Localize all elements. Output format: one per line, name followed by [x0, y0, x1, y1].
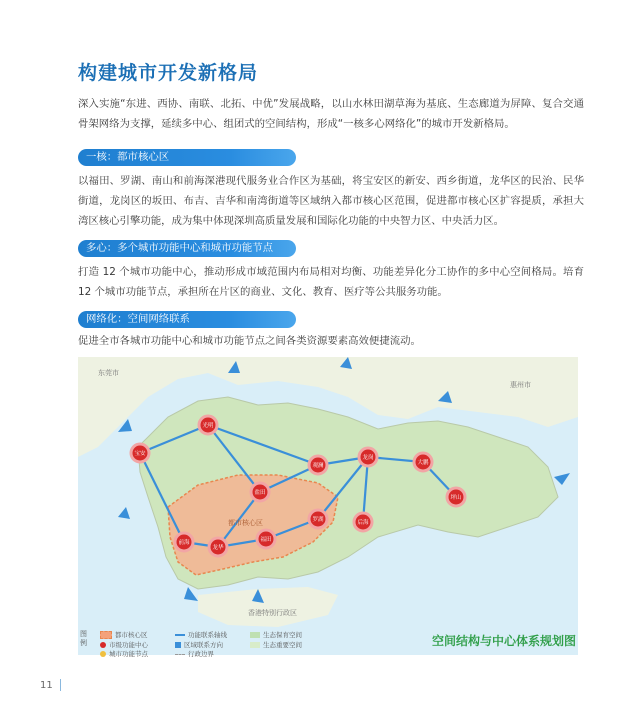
legend-swatch-axis [175, 634, 185, 636]
center-label: 宝安 [134, 451, 146, 457]
center-label: 观澜 [312, 463, 324, 469]
section-body-network: 促进全市各城市功能中心和城市功能节点之间各类资源要素高效便捷流动。 [78, 335, 421, 347]
legend-item: 区域联系方向 [175, 641, 223, 649]
legend-item: 生态重要空间 [250, 641, 302, 649]
place-label-huizhou: 惠州市 [510, 381, 531, 389]
map-caption: 空间结构与中心体系规划图 [432, 634, 577, 648]
legend-swatch-node [100, 651, 106, 657]
center-label: 坪山 [450, 495, 462, 501]
legend-item: 行政边界 [175, 650, 214, 658]
center-label: 后海 [357, 520, 369, 526]
legend-title: 图例 [80, 630, 87, 647]
section-heading-multi-center: 多心：多个城市功能中心和城市功能节点 [78, 240, 296, 257]
center-label: 大鹏 [417, 460, 429, 466]
center-label: 光明 [202, 423, 214, 429]
center-label: 前海 [178, 540, 190, 546]
legend-swatch-eco-important [250, 642, 260, 648]
page-number-divider [60, 679, 61, 691]
section-heading-core: 一核：都市核心区 [78, 149, 296, 166]
place-label-core: 都市核心区 [228, 519, 263, 527]
legend-item: 市级功能中心 [100, 641, 148, 649]
spatial-structure-map [78, 357, 578, 655]
legend-swatch-eco-protect [250, 632, 260, 638]
intro-paragraph: 深入实施“东进、西协、南联、北拓、中优”发展战略，以山水林田湖草海为基底、生态廊道为屏障、复合交通骨架网络为支撑，延续多中心、组团式的空间结构，形成“一核多心网络化”的城市开发新格局。 [78, 98, 584, 130]
legend-swatch-core [100, 631, 112, 639]
center-label: 盐田 [254, 490, 266, 496]
legend-item: 功能联系轴线 [175, 631, 227, 639]
section-body-multi-center: 打造 12 个城市功能中心，推动形成市域范围内布局相对均衡、功能差异化分工协作的多中心空间格局。培育 12 个城市功能节点，承担所在片区的商业、文化、教育、医疗等公共服务功能。 [78, 266, 584, 298]
place-label-dongguan: 东莞市 [98, 369, 119, 377]
page-title: 构建城市开发新格局 [78, 62, 259, 84]
legend-item: 城市功能节点 [100, 650, 148, 658]
page-number: 11 [40, 680, 53, 691]
legend-swatch-center [100, 642, 106, 648]
legend-item: 都市核心区 [100, 631, 148, 639]
center-label: 龙华 [212, 545, 224, 551]
section-body-core: 以福田、罗湖、南山和前海深港现代服务业合作区为基础，将宝安区的新安、西乡街道，龙华区的民治、民华街道，龙岗区的坂田、布吉、吉华和南湾街道等区域纳入都市核心区范围，促进都市核心区扩容提质，承担大湾区核心引擎功能，成为集中体现深圳高质量发展和国际化功能的中央智力区、中央活力区。 [78, 175, 584, 227]
legend-swatch-direction [175, 642, 181, 648]
center-label: 福田 [260, 537, 272, 543]
legend-item: 生态保育空间 [250, 631, 302, 639]
map-svg [78, 357, 578, 655]
center-label: 罗湖 [312, 517, 324, 523]
center-label: 龙岗 [362, 455, 374, 461]
place-label-hongkong: 香港特别行政区 [248, 609, 297, 617]
section-heading-network: 网络化：空间网络联系 [78, 311, 296, 328]
legend-swatch-boundary [175, 654, 185, 655]
